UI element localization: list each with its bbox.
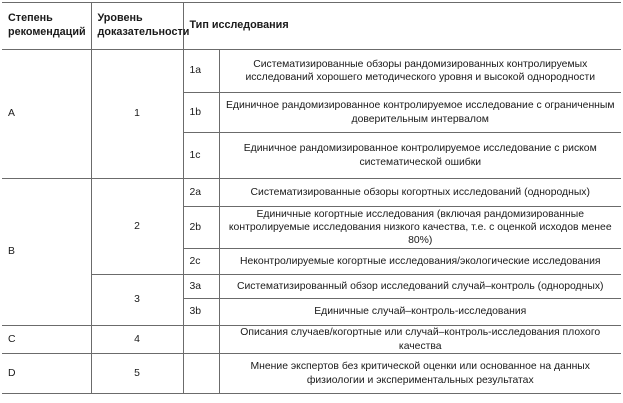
description-cell: Единичные когортные исследования (включая рандомизированные контролируемые исследования низкого качества, т.е. с оценкой исходов менее 80%): [219, 207, 621, 249]
table-row: [2, 354, 621, 394]
sublevel-cell: 1b: [183, 93, 219, 133]
header-grade: Степень рекомендаций: [2, 3, 91, 50]
sublevel-cell: 3a: [183, 275, 219, 299]
table-header-row: [2, 3, 621, 50]
description-cell: Неконтролируемые когортные исследования/экологические исследования: [219, 249, 621, 275]
sublevel-cell: 1a: [183, 50, 219, 93]
level-cell: 3: [91, 275, 183, 326]
description-cell: Описания случаев/когортные или случай–контроль-исследования плохого качества: [219, 326, 621, 354]
level-cell: 2: [91, 179, 183, 275]
header-study-type: Тип исследования: [183, 3, 621, 50]
evidence-levels-table: [2, 2, 621, 394]
grade-cell: C: [2, 326, 91, 354]
sublevel-cell: 2b: [183, 207, 219, 249]
sublevel-cell: 2a: [183, 179, 219, 207]
sublevel-cell: [183, 326, 219, 354]
description-cell: Систематизированный обзор исследований случай–контроль (однородных): [219, 275, 621, 299]
description-cell: Систематизированные обзоры рандомизированных контролируемых исследований хорошего методического уровня и высокой однородности: [219, 50, 621, 93]
description-cell: Единичные случай–контроль-исследования: [219, 299, 621, 326]
description-cell: Единичное рандомизированное контролируемое исследование с ограниченным доверительным интервалом: [219, 93, 621, 133]
table-row: [2, 326, 621, 354]
sublevel-cell: [183, 354, 219, 394]
table-row: [2, 179, 621, 207]
sublevel-cell: 3b: [183, 299, 219, 326]
table-row: [2, 50, 621, 93]
sublevel-cell: 2c: [183, 249, 219, 275]
grade-cell: B: [2, 179, 91, 326]
description-cell: Мнение экспертов без критической оценки или основанное на данных физиологии и экспериментальных результатах: [219, 354, 621, 394]
description-cell: Единичное рандомизированное контролируемое исследование с риском систематической ошибки: [219, 133, 621, 179]
table-row: [2, 275, 621, 299]
level-cell: 5: [91, 354, 183, 394]
grade-cell: D: [2, 354, 91, 394]
sublevel-cell: 1c: [183, 133, 219, 179]
description-cell: Систематизированные обзоры когортных исследований (однородных): [219, 179, 621, 207]
grade-cell: A: [2, 50, 91, 179]
level-cell: 4: [91, 326, 183, 354]
level-cell: 1: [91, 50, 183, 179]
header-level: Уровень доказательности: [91, 3, 183, 50]
